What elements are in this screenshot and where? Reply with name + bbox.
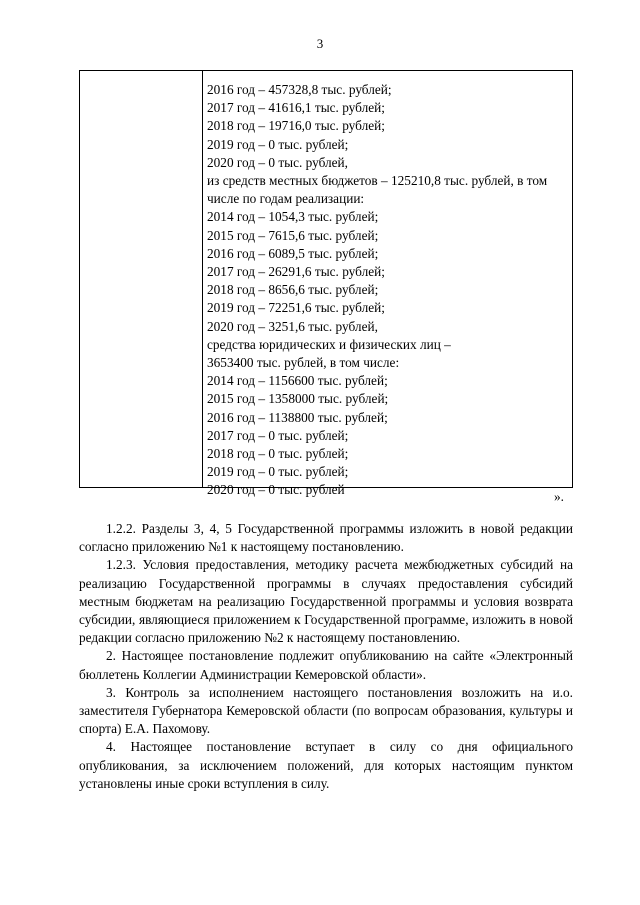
table-line: 2014 год – 1054,3 тыс. рублей; — [207, 209, 379, 225]
paragraph-4: 4. Настоящее постановление вступает в силу со дня официального опубликования, за исключением положений, для которых настоящим пунктом установлены иные сроки вступления в силу. — [79, 739, 573, 791]
table-line: 2019 год – 72251,6 тыс. рублей; — [207, 300, 385, 316]
table-line: 2020 год – 0 тыс. рублей, — [207, 154, 348, 170]
paragraph-1-2-3: 1.2.3. Условия предоставления, методику расчета межбюджетных субсидий на реализацию Государственной программы в случаях предоставления субсидий местным бюджетам на реализацию Государственной программы и условия возврата субсидии, являющиеся приложением к Государственной программе, изложить в новой редакции согласно приложению №2 к настоящему постановлению. — [79, 557, 573, 646]
table-line: 2019 год – 0 тыс. рублей; — [207, 464, 349, 480]
funding-table — [79, 70, 573, 498]
table-line: 2017 год – 41616,1 тыс. рублей; — [207, 100, 385, 116]
table-left-cell — [80, 71, 203, 487]
paragraph-3: 3. Контроль за исполнением настоящего постановления возложить на и.о. заместителя Губернатора Кемеровской области (по вопросам образования, культуры и спорта) Е.А. Пахомову. — [79, 684, 573, 737]
table-line: средства юридических и физических лиц – — [207, 336, 451, 352]
table-line: 2014 год – 1156600 тыс. рублей; — [207, 373, 388, 389]
table-line: из средств местных бюджетов – 125210,8 тыс. рублей, в том числе по годам реализации: — [207, 173, 548, 207]
table-line: 2019 год – 0 тыс. рублей; — [207, 136, 349, 152]
table-line: 2016 год – 1138800 тыс. рублей; — [207, 409, 388, 425]
closing-quote: ». — [554, 489, 564, 504]
paragraph-1-2-2: 1.2.2. Разделы 3, 4, 5 Государственной программы изложить в новой редакции согласно приложению №1 к настоящему постановлению. — [79, 521, 573, 555]
table-line: 2018 год – 0 тыс. рублей; — [207, 446, 349, 462]
table-line: 2017 год – 26291,6 тыс. рублей; — [207, 264, 385, 280]
table-line: 2016 год – 457328,8 тыс. рублей; — [207, 82, 392, 97]
document-body — [79, 520, 573, 793]
page-number: 3 — [316, 36, 324, 51]
table-line: 2015 год – 7615,6 тыс. рублей; — [207, 227, 379, 243]
table-line: 2018 год – 19716,0 тыс. рублей; — [207, 118, 385, 134]
table-line: 2018 год – 8656,6 тыс. рублей; — [207, 282, 379, 298]
table-line: 2015 год – 1358000 тыс. рублей; — [207, 391, 389, 407]
paragraph-2: 2. Настоящее постановление подлежит опубликованию на сайте «Электронный бюллетень Коллегии Администрации Кемеровской области». — [79, 648, 573, 682]
table-line: 2017 год – 0 тыс. рублей; — [207, 427, 349, 443]
table-line: 3653400 тыс. рублей, в том числе: — [207, 355, 400, 371]
table-right-cell — [203, 71, 572, 498]
table-line: 2020 год – 3251,6 тыс. рублей, — [207, 318, 378, 334]
table-line: 2016 год – 6089,5 тыс. рублей; — [207, 245, 379, 261]
table-line: 2020 год – 0 тыс. рублей — [207, 482, 345, 498]
